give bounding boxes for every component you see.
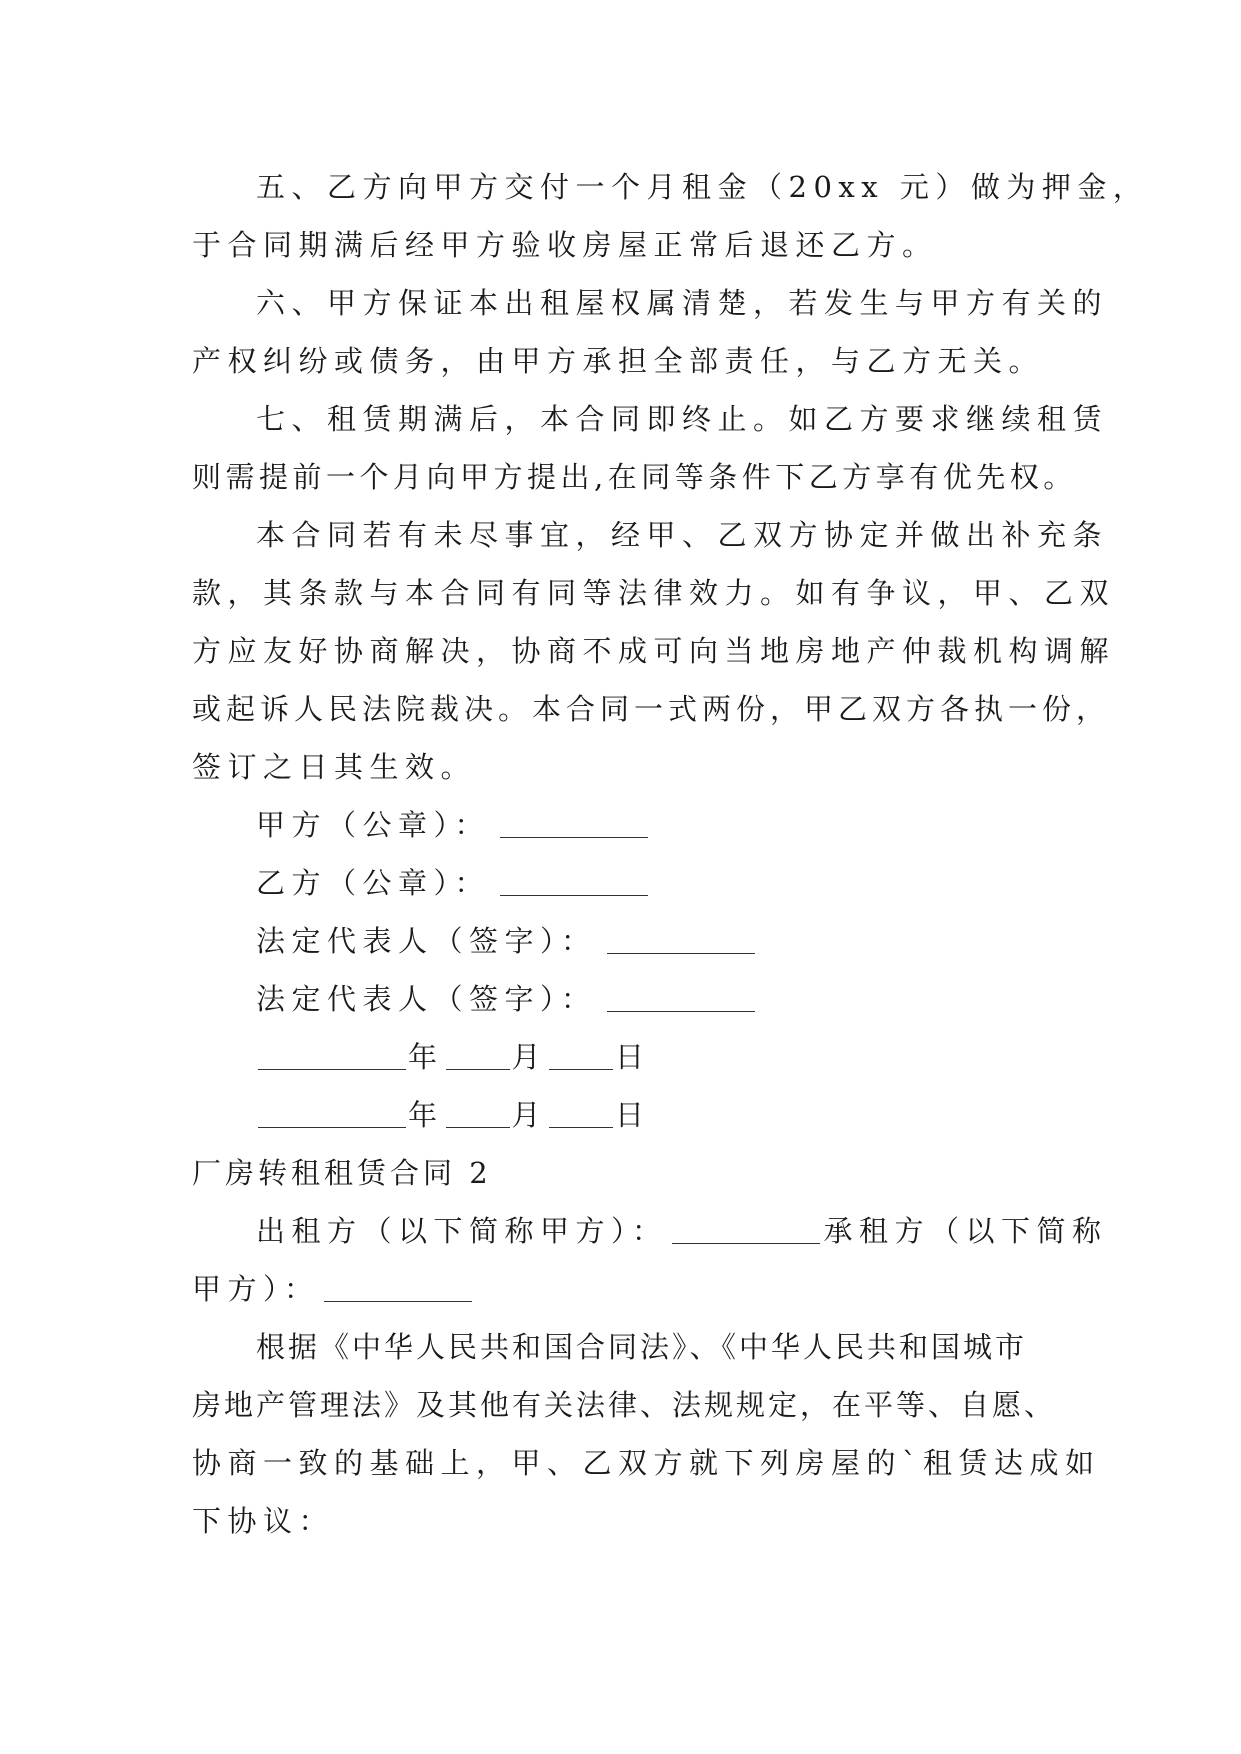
signature-party-b xyxy=(192,854,1052,912)
signature-label: 法定代表人（签字）： xyxy=(256,924,597,958)
supplement-line-3: 方应友好协商解决，协商不成可向当地房地产仲裁机构调解 xyxy=(192,634,1116,668)
year-blank xyxy=(258,1068,406,1070)
day-label: 日 xyxy=(615,1040,651,1074)
supplement-line-2: 款，其条款与本合同有同等法律效力。如有争议，甲、乙双 xyxy=(192,576,1116,610)
supplement-line-5: 签订之日其生效。 xyxy=(192,750,477,784)
contract-2-parties-line-2 xyxy=(192,1260,1052,1318)
clause-6-line-2: 产权纠纷或债务，由甲方承担全部责任，与乙方无关。 xyxy=(192,344,1045,378)
month-label: 月 xyxy=(511,1098,548,1132)
signature-blank xyxy=(500,836,648,838)
preamble-line-1: 根据《中华人民共和国合同法》、《中华人民共和国城市 xyxy=(256,1330,1028,1364)
signature-blank xyxy=(607,1010,755,1012)
month-blank xyxy=(446,1126,510,1128)
lessee-blank xyxy=(324,1300,472,1302)
supplement-line-1: 本合同若有未尽事宜，经甲、乙双方协定并做出补充条 xyxy=(256,518,1109,552)
preamble-line-4: 下协议： xyxy=(192,1504,335,1538)
year-blank xyxy=(258,1126,406,1128)
signature-label: 法定代表人（签字）： xyxy=(256,982,597,1016)
signature-party-a xyxy=(192,796,1052,854)
clause-5-line-1: 五、乙方向甲方交付一个月租金（20xx 元）做为押金， xyxy=(256,170,1149,204)
signature-label: 乙方（公章）： xyxy=(256,866,491,900)
contract-2-parties-line-1 xyxy=(192,1202,1108,1260)
lessor-blank xyxy=(672,1242,820,1244)
month-blank xyxy=(446,1068,510,1070)
day-blank xyxy=(549,1068,613,1070)
month-label: 月 xyxy=(511,1040,548,1074)
day-blank xyxy=(549,1126,613,1128)
date-line-2 xyxy=(192,1086,1052,1144)
document-page xyxy=(192,158,1149,1550)
clause-7-line-1: 七、租赁期满后，本合同即终止。如乙方要求继续租赁 xyxy=(256,402,1109,436)
preamble-line-3: 协商一致的基础上，甲、乙双方就下列房屋的`租赁达成如 xyxy=(192,1446,1101,1480)
signature-rep-2 xyxy=(192,970,1052,1028)
lessee-label: 承租方（以下简称 xyxy=(823,1214,1108,1248)
preamble-line-2: 房地产管理法》及其他有关法律、法规规定，在平等、自愿、 xyxy=(192,1388,1057,1422)
clause-6-line-1: 六、甲方保证本出租屋权属清楚，若发生与甲方有关的 xyxy=(256,286,1109,320)
year-label: 年 xyxy=(408,1098,444,1132)
supplement-line-4: 或起诉人民法院裁决。本合同一式两份，甲乙双方各执一份， xyxy=(192,692,1111,726)
year-label: 年 xyxy=(408,1040,444,1074)
signature-blank xyxy=(500,894,648,896)
clause-5-line-2: 于合同期满后经甲方验收房屋正常后退还乙方。 xyxy=(192,228,938,262)
lessor-label: 出租方（以下简称甲方）： xyxy=(256,1214,668,1248)
clause-7-line-2: 则需提前一个月向甲方提出,在同等条件下乙方享有优先权。 xyxy=(192,460,1077,494)
signature-rep-1 xyxy=(192,912,1052,970)
lessee-label-cont: 甲方）： xyxy=(192,1272,320,1306)
date-line-1 xyxy=(192,1028,1052,1086)
contract-2-title: 厂房转租租赁合同 2 xyxy=(192,1156,492,1190)
day-label: 日 xyxy=(615,1098,651,1132)
signature-blank xyxy=(607,952,755,954)
signature-label: 甲方（公章）： xyxy=(256,808,491,842)
